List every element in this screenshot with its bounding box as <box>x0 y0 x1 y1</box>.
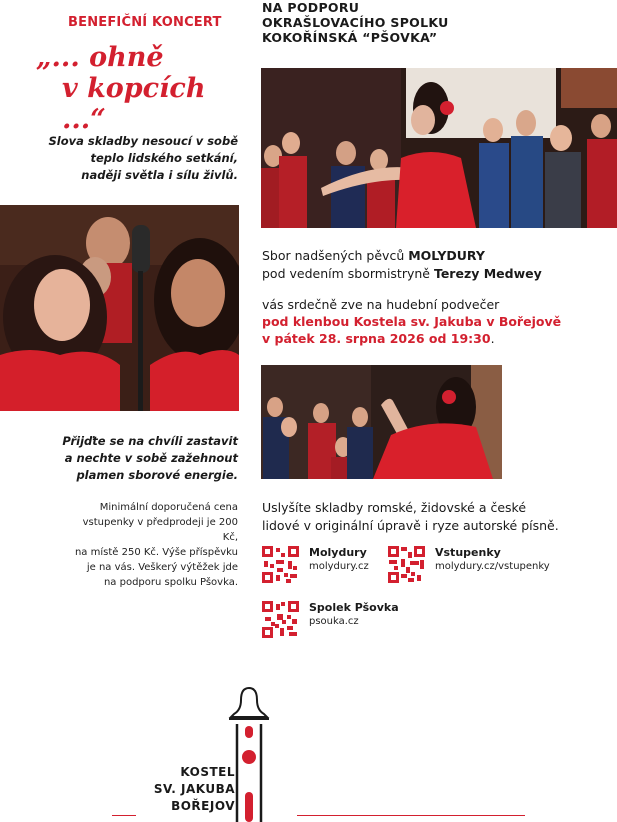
invite-text <box>38 433 238 484</box>
choir-name: MOLYDURY <box>408 248 485 263</box>
price-line: vstupenky v předprodeji je 200 Kč, <box>82 517 238 543</box>
church-name-line: SV. JAKUBA <box>153 782 235 796</box>
concert-title <box>32 42 247 135</box>
invite-line: a nechte v sobě zažehnout <box>64 451 238 465</box>
invitation-line: vás srdečně zve na hudební podvečer <box>262 297 500 312</box>
invite-line: Přijďte se na chvíli zastavit <box>62 434 238 448</box>
intro-line: naději světla i sílu živlů. <box>81 168 238 182</box>
price-line: je na vás. Veškerý výtěžek jde <box>86 562 238 573</box>
support-line: OKRAŠLOVACÍHO SPOLKU <box>262 15 449 30</box>
qr-code-icon[interactable] <box>262 546 299 583</box>
choir-intro <box>262 247 602 283</box>
datetime-period: . <box>490 331 495 346</box>
qr-link-name: Molydury <box>309 546 367 559</box>
conductor-photo <box>261 365 502 479</box>
choir-photo <box>261 68 617 228</box>
singers-photo <box>0 205 239 411</box>
conductor-line-prefix: pod vedením sbormistryně <box>262 266 434 281</box>
church-name-line: BOŘEJOV <box>171 799 235 813</box>
venue: pod klenbou Kostela sv. Jakuba v Bořejově <box>262 314 562 329</box>
songs-line: lidové v originální úpravě i ryze autorské písně. <box>262 518 559 533</box>
qr-code-icon[interactable] <box>388 546 425 583</box>
qr-code-icon[interactable] <box>262 601 299 638</box>
qr-link-name: Vstupenky <box>435 546 501 559</box>
choir-line-prefix: Sbor nadšených pěvců <box>262 248 409 263</box>
qr-link-url[interactable]: molydury.cz/vstupenky <box>435 561 550 572</box>
price-line: na podporu spolku Pšovka. <box>103 577 238 588</box>
price-info <box>68 500 238 590</box>
divider-line <box>297 815 525 816</box>
title-line-1: „... ohně <box>36 42 164 73</box>
invitation <box>262 296 602 347</box>
title-line-2: v kopcích ...“ <box>62 73 206 135</box>
conductor-line <box>262 265 602 283</box>
price-line: na místě 250 Kč. Výše příspěvku <box>74 547 238 558</box>
support-heading <box>262 0 449 45</box>
support-line: KOKOŘÍNSKÁ “PŠOVKA” <box>262 30 438 45</box>
conductor-name: Terezy Medwey <box>433 266 542 281</box>
event-datetime: v pátek 28. srpna 2026 od 19:30 <box>262 331 491 346</box>
intro-line: Slova skladby nesoucí v sobě <box>48 134 238 148</box>
songs-info <box>262 499 602 535</box>
qr-link-url[interactable]: psouka.cz <box>309 616 359 627</box>
intro-line: teplo lidského setkání, <box>90 151 238 165</box>
qr-link-name: Spolek Pšovka <box>309 601 399 614</box>
church-name <box>150 764 235 815</box>
church-name-line: KOSTEL <box>180 765 235 779</box>
support-line: NA PODPORU <box>262 0 360 15</box>
datetime-line <box>262 330 602 347</box>
songs-line: Uslyšíte skladby romské, židovské a české <box>262 500 527 515</box>
price-line: Minimální doporučená cena <box>99 502 238 513</box>
event-type: BENEFIČNÍ KONCERT <box>68 15 222 30</box>
invite-line: plamen sborové energie. <box>76 468 238 482</box>
intro-text <box>38 133 238 184</box>
divider-line <box>112 815 136 816</box>
choir-line <box>262 247 602 265</box>
qr-link-url[interactable]: molydury.cz <box>309 561 369 572</box>
